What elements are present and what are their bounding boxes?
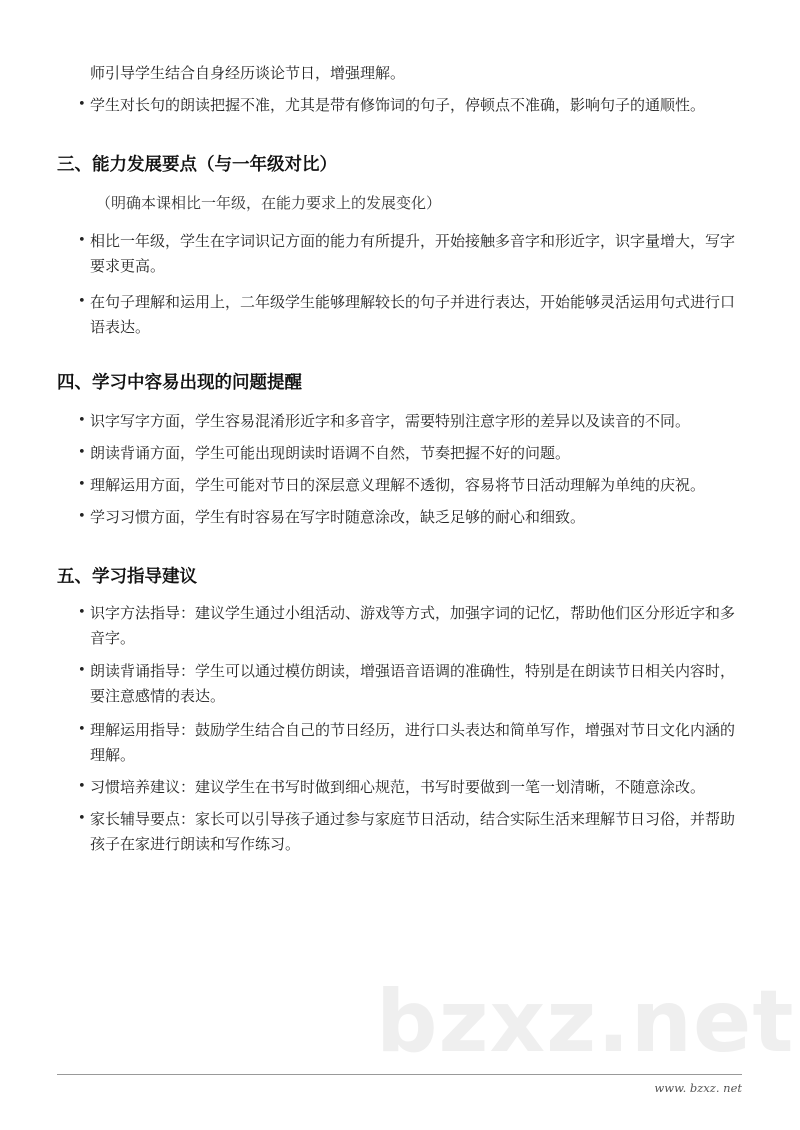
continuation-text: 师引导学生结合自身经历谈论节日，增强理解。 (90, 64, 406, 82)
list-item: • 识字方法指导：建议学生通过小组活动、游戏等方式，加强字词的记忆，帮助他们区分形近字和多音字。 (78, 601, 746, 650)
list-item: • 在句子理解和运用上，二年级学生能够理解较长的句子并进行表达，开始能够灵活运用句式进行口语表达。 (78, 290, 746, 339)
list-item: • 识字写字方面，学生容易混淆形近字和多音字，需要特别注意字形的差异以及读音的不同。 (78, 409, 746, 434)
footer-url: www. bzxz. net (654, 1081, 742, 1095)
list-item: • 相比一年级，学生在字词识记方面的能力有所提升，开始接触多音字和形近字，识字量增大，写字要求更高。 (78, 229, 746, 278)
list-item: • 习惯培养建议：建议学生在书写时做到细心规范，书写时要做到一笔一划清晰，不随意涂改。 (78, 775, 746, 800)
list-item: • 理解运用方面，学生可能对节日的深层意义理解不透彻，容易将节日活动理解为单纯的庆祝。 (78, 473, 746, 498)
list-item: • 理解运用指导：鼓励学生结合自己的节日经历，进行口头表达和简单写作，增强对节日文化内涵的理解。 (78, 718, 746, 767)
list-item: • 学生对长句的朗读把握不准，尤其是带有修饰词的句子，停顿点不准确，影响句子的通顺性。 (78, 93, 746, 118)
section-heading: 三、能力发展要点（与一年级对比） (57, 155, 337, 175)
footer-divider (57, 1074, 742, 1075)
watermark: bzxz.net (376, 972, 795, 1072)
section-note: （明确本课相比一年级，在能力要求上的发展变化） (96, 194, 442, 212)
list-item: • 学习习惯方面，学生有时容易在写字时随意涂改，缺乏足够的耐心和细致。 (78, 505, 746, 530)
list-item: • 家长辅导要点：家长可以引导孩子通过参与家庭节日活动，结合实际生活来理解节日习俗，并帮助孩子在家进行朗读和写作练习。 (78, 807, 746, 856)
list-item: • 朗读背诵方面，学生可能出现朗读时语调不自然，节奏把握不好的问题。 (78, 441, 746, 466)
list-item: • 朗读背诵指导：学生可以通过模仿朗读，增强语音语调的准确性，特别是在朗读节日相关内容时，要注意感情的表达。 (78, 659, 746, 708)
section-heading: 五、学习指导建议 (57, 567, 197, 587)
section-heading: 四、学习中容易出现的问题提醒 (57, 373, 302, 393)
